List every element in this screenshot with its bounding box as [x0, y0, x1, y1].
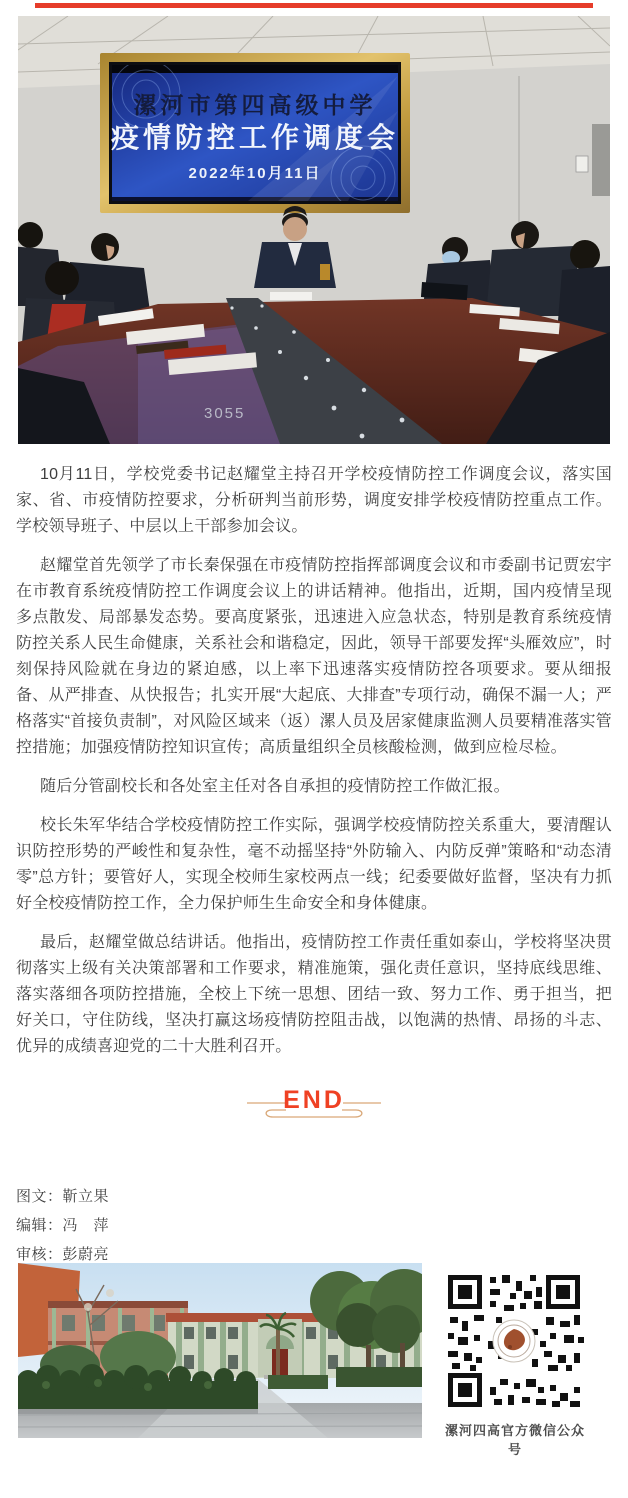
photo-watermark: 3055: [204, 405, 246, 422]
credits-block: [16, 1182, 109, 1269]
end-label: END: [283, 1086, 345, 1114]
screen-title-school: 漯河市第四高级中学: [133, 92, 377, 118]
qr-center-logo: [493, 1320, 535, 1362]
credit-editor: 编辑：冯 萍: [16, 1217, 110, 1234]
campus-photo[interactable]: [18, 1263, 422, 1438]
top-accent-line: [35, 3, 593, 8]
presentation-screen: [100, 53, 410, 213]
meeting-photo[interactable]: [18, 16, 610, 444]
qr-caption: 漯河四高官方微信公众号: [444, 1423, 585, 1457]
credit-reviewer: 审核：彭蔚亮: [16, 1246, 110, 1263]
screen-title-meeting: 疫情防控工作调度会: [110, 122, 400, 153]
article-paragraph: 赵耀堂首先领学了市长秦保强在市疫情防控指挥部调度会议和市委副书记贾宏宇在市教育系统疫情防控工作调度会议上的讲话精神。他指出，近期，国内疫情呈现多点散发、局部暴发态势。要高度紧张，迅速进入应急状态，特别是教育系统疫情防控关系人民生命健康，关系社会和谐稳定，因此，领导干部要发挥“头雁效应”，时刻保持风险就在身边的紧迫感，以上率下迅速落实疫情防控各项要求。要从细报备、从严排查、从快报告；扎实开展“大起底、大排查”专项行动，确保不漏一人；严格落实“首接负责制”，对风险区域来（返）漯人员及居家健康监测人员要精准落实管控措施；加强疫情防控知识宣传；高质量组织全员核酸检测，做到应检尽检。: [16, 557, 612, 756]
article-paragraph: 10月11日，学校党委书记赵耀堂主持召开学校疫情防控工作调度会议，落实国家、省、市疫情防控要求，分析研判当前形势，调度安排学校疫情防控重点工作。学校领导班子、中层以上干部参加会议。: [16, 466, 612, 535]
article-body: [0, 462, 628, 1073]
article-paragraph: 校长朱军华结合学校疫情防控工作实际，强调学校疫情防控关系重大，要清醒认识防控形势的严峻性和复杂性，毫不动摇坚持“外防输入、内防反弹”策略和“动态清零”总方针；要管好人，实现全校师生家校两点一线；纪委要做好监督，坚决有力抓好全校疫情防控工作，全力保护师生生命安全和身体健康。: [16, 817, 612, 912]
end-divider: [0, 1086, 628, 1146]
screen-date: 2022年10月11日: [188, 165, 322, 182]
qr-code[interactable]: [440, 1267, 588, 1415]
wall-control-box: [576, 156, 588, 172]
right-door: [592, 124, 610, 196]
footer-row: [18, 1263, 610, 1458]
qr-column: [440, 1263, 590, 1458]
article-paragraph: 随后分管副校长和各处室主任对各自承担的疫情防控工作做汇报。: [40, 778, 510, 795]
credit-author: 图文：靳立果: [16, 1188, 110, 1205]
article-paragraph: 最后，赵耀堂做总结讲话。他指出，疫情防控工作责任重如泰山，学校将坚决贯彻落实上级有关决策部署和工作要求，精准施策，强化责任意识，坚持底线思维、落实落细各项防控措施，全校上下统一思想、团结一致、努力工作、勇于担当，把好关口，守住防线，坚决打赢这场疫情防控阻击战，以饱满的热情、昂扬的斗志、优异的成绩喜迎党的二十大胜利召开。: [16, 934, 612, 1055]
